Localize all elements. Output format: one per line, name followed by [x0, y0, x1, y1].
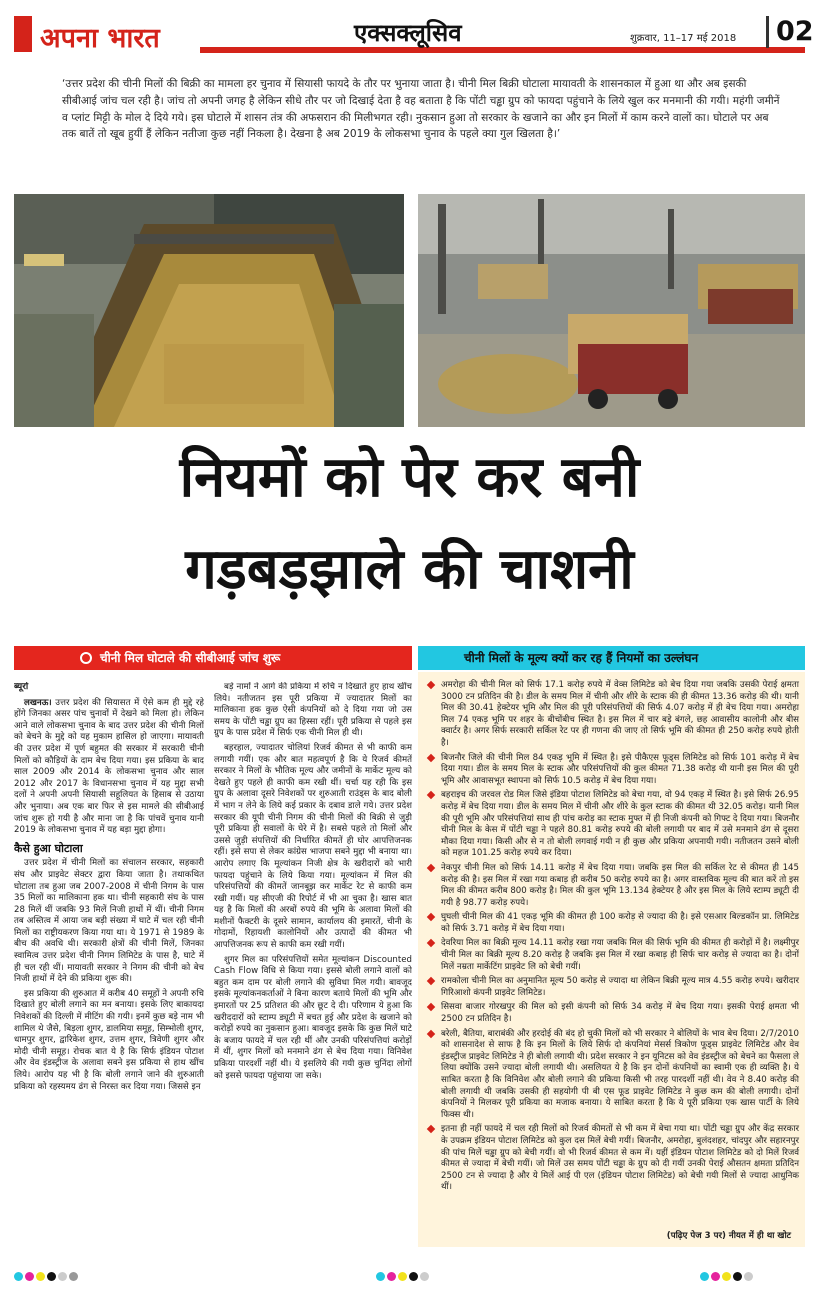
- mill-sale-text: नेकपुर चीनी मिल को सिर्फ 14.11 करोड़ में बेच दिया गया। जबकि इस मिल की सर्किल रेट से कीमत ही 145 करोड़ की है। इस मिल में रखा गया कबाड़ ही करीब 50 करोड़ रुपये का है। अगर वास्तविक मूल्य की बात करें तो इस मिल की कीमत करीब 800 करोड़ है। मिल की कुल भूमि 13.134 हेक्टेयर है और इस मिल के लिये स्टाम्प ड्यूटी दी गयी है 98.77 करोड़ रुपये।: [441, 862, 799, 908]
- diamond-bullet-icon: [427, 1029, 435, 1037]
- page-number: 02: [776, 16, 814, 47]
- story-text: उत्तर प्रदेश की सियासत में ऐसे कम ही मुद्दे रहे होंगे जिनका असर पांच चुनावों में देखने को मिला हो। लेकिन आने वाले लोकसभा चुनाव के बाद उत्तर प्रदेश की चीनी मिलों को बेचने के मुद्दे को यह मुकाम हासिल हो जाएगा। मायावती की उत्तर प्रदेश में पूर्ण बहुमत की सरकार में सरकारी चीनी मिलों को कौड़ियों के दाम बेच दिया गया। इस प्रकिया के बाद साल 2009 और 2014 के लोकसभा चुनाव और साल 2012 और 2017 के विधानसभा चुनाव में यह मुद्दा सभी दलों ने अपनी अपनी सियासी सहूलियत के हिसाब से उठाया और भुनाया। अब एक बार फिर से इस मामले की सीबीआई जांच शुरू हो गयी है और माना जा है कि पांचवें चुनाव यानी 2019 के लोकसभा चुनाव में यह बड़ा मुद्दा होगा।: [14, 697, 204, 836]
- yellow-dot: [398, 1272, 407, 1281]
- magenta-dot: [25, 1272, 34, 1281]
- story-paragraph: [14, 698, 204, 837]
- story-paragraph: उत्तर प्रदेश में चीनी मिलों का संचालन सरकार, सहकारी संघ और प्राइवेट सेक्टर द्वारा किया जाता है। तथाकथित घोटाला तब हुआ जब 2007-2008 में चीनी निगम के पास 35 मिलों का मालिकाना हक था। चीनी सहकारी संघ के पास 28 मिलें थीं जबकि 93 मिलें निजी हाथों में थीं। चीनी निगम तब अस्तित्व में आया जब बड़ी संख्या में घाटे में चल रही चीनी मिलों का राष्ट्रीयकरण किया गया था। ये 1971 से 1989 के बीच की अवधि थी। सरकारी क्षेत्रों की चीनी मिलें, जिनका स्वामित्व उत्तर प्रदेश चीनी निगम लिमिटेड के पास है, घाटे में ही चल रही थीं। मायावती सरकार ने निगम की चीनी को बेच निजी हाथों में देने की प्रकिया शुरू की।: [14, 858, 204, 985]
- mill-sale-text: सिसवा बाजार गोरखपुर की मिल को इसी कंपनी को सिर्फ 34 करोड़ में बेच दिया गया। इसकी पेराई क्षमता भी 2500 टन प्रतिदिन है।: [441, 1002, 799, 1025]
- mill-sale-text: अमरोहा की चीनी मिल को सिर्फ 17.1 करोड़ रुपये में वेव्स लिमिटेड को बेच दिया गया जबकि उसकी पेराई क्षमता 3000 टन प्रतिदिन की है। डील के समय मिल में चीनी और शीरे के स्टाक की ही कीमत 13.36 करोड़ की थी। यानी मिल की 30.41 हेक्टेयर भूमि और मिल की पूरी परिसंपत्तियों की सिर्फ 4.07 करोड़ में ही बेच दिया गया। अमरोहा मिल 74 एकड़ भूमि पर शहर के बीचोंबीच स्थित है। इस मिल में चार बड़े बंगले, छह आवासीय कालोनी और बीस क्वार्टर है। अगर सिर्फ सरकारी सर्किल रेट पर ही गणना की जाए तो सिर्फ भूमि की कीमत ही 250 करोड़ रुपये होती है।: [441, 680, 799, 748]
- color-registration-marks: [700, 1266, 755, 1278]
- diamond-bullet-icon: [427, 1003, 435, 1011]
- grey-dot: [744, 1272, 753, 1281]
- mill-sale-text: बरेली, बैतिया, बाराबंकी और हरदोई की बंद हो चुकी मिलों को भी सरकार ने बोलियों के भाव बेच दिया। 2/7/2010 को शासनादेश से साफ है कि इन मिलों के लिये सिर्फ दो कंपनियां मेसर्स त्रिकोण फूड्स प्राइवेट लिमिटेड और वेव इंडस्ट्रीज प्राइवेट लिमिटेड ने ही बोली लगायी थी। प्रदेश सरकार ने इन यूनिटस को वेव इंडस्ट्रीज को बेचने का फैसला ले लिया क्योंकि उसने ज्यादा बोली लगायी थी। असलियत ये है कि इन दोनों कंपनियों का स्वामी एक ही व्यक्ति है। ये साबित करता है कि विनिवेश और बोली लगाने की प्रकिया किसी भी तरह पारदर्शी नहीं थी। वेव ने 8.40 करोड़ की बोली लगायी थी जबकि उसकी ही सहयोगी पी बी एस फूड प्राइवेट लिमिटेड ने कुछ कम की बोली लगायी। दोनों कंपनियों ने मिलकर पूरी प्रकिया का मजाक बनाया। ये साबित करता है कि ये पूरी प्रकिया एक खास पार्टी के लिये फिक्स थी।: [441, 1028, 799, 1120]
- magenta-dot: [387, 1272, 396, 1281]
- mill-sale-item: [428, 1002, 799, 1025]
- story-paragraph: बहरहाल, ज्यादातर चोलियां रिजर्व कीमत से भी काफी कम लगायी गयीं। एक और बात महत्वपूर्ण है कि ये रिजर्व कीमतें सरकार ने मिलों के भौतिक मूल्य और जमीनों के मार्केट मूल्य को देखते हुए पहले ही काफी कम रखी थीं। चर्चा यह रही कि इस ग्रुप के अलावा दूसरे निवेशकों पर शुरुआती राउंड्स के बाद बोली में भाग न लेने के लिये कई प्रकार के दबाव डाले गये। उत्तर प्रदेश सरकार की यूपी चीनी निगम की चीनी मिलों की बिक्री से जुड़ी पूरी प्रकिया ही सवालों के घेरे में है। सबसे पहले तो मिलों और उससे जुड़ी संपत्तियों की निर्धारित कीमतें ही घोर आपत्तिजनक रहीं। इसे सपा से लेकर कांग्रेस भाजपा सबने मुद्दा भी बनाया था। आरोप लगाए कि मूल्यांकन निजी क्षेत्र के खरीदारों को भारी फायदा पहुंचाने के लिये किया गया। मूल्यांकन में मिल की परिसंपत्तियों की कीमतें जानबूझ कर मार्केट रेट से काफी कम रखी गयीं। यह सीएजी की रिपोर्ट में भी आ चुका है। खास बात यह है कि मिलों की अरबों रुपये की भूमि के अलावा मिलों की मशीनों फैक्टरी के दूसरे सामान, कार्यालय की इमारतें, चीनी के गोदामों, रिहायशी कालोनियों और उत्पादों की कीमत भी आपत्तिजनक रूप से काफी कम रखी गयीं।: [214, 742, 412, 951]
- diamond-bullet-icon: [427, 1125, 435, 1133]
- diamond-bullet-icon: [427, 864, 435, 872]
- sugarcane-conveyor-photo: [14, 194, 404, 427]
- black-dot: [733, 1272, 742, 1281]
- masthead: [14, 14, 814, 56]
- mill-sales-list: [428, 680, 799, 1194]
- sugarcane-trucks-yard-photo: [418, 194, 805, 427]
- mill-sale-text: रामकोला चीनी मिल का अनुमानित मूल्य 50 करोड़ से ज्यादा था लेकिन बिक्री मूल्य मात्र 4.55 करोड़ रुपये। खरीदार गिरिआशो कंपनी प्राइवेट लिमिटेड।: [441, 976, 799, 998]
- mill-sale-text: बिजनौर जिले की चीनी मिल 84 एकड़ भूमि में स्थित है। इसे पीकैएस फूड्स लिमिटेड को सिर्फ 101 करोड़ में बेच दिया गया। डील के समय मिल के स्टाक और परिसंपत्तियों की कुल कीमत 71.38 करोड़ थी यानी इस मिल की पूरी भूमि और आवासभूत स्थापना को सिर्फ 10.5 करोड़ में बेच दिया गया।: [441, 752, 799, 786]
- mill-sale-text: घुघली चीनी मिल की 41 एकड़ भूमि की कीमत ही 100 करोड़ से ज्यादा की है। इसे एसआर बिल्डकॉन प्रा. लिमिटेड को सिर्फ 3.71 करोड़ में बेच दिया गया।: [441, 912, 799, 934]
- mill-sale-item: [428, 1029, 799, 1122]
- cyan-dot: [376, 1272, 385, 1281]
- sugarcane-trucks-yard-illustration: [418, 194, 805, 427]
- left-story-bar: [14, 646, 412, 670]
- story-paragraph: शुगर मिल का परिसंपत्तियों समेत मूल्यांकन Discounted Cash Flow विधि से किया गया। इससे बोली लगाने वालों को बहुत कम दाम पर बोली लगाने की सुविधा मिल गयी। बावजूद इसके मूल्यांकनकर्ताओं ने बिना कारण बताये मिलों की भूमि और इमारतों पर 25 प्रतिशत की और छूट दे दी। परिणाम ये हुआ कि खरीददारों को स्टाम्प ड्यूटी में बचत हुई और प्रदेश के खजाने को करोड़ों रुपये का नुकसान हुआ। बावजूद इसके कि कुछ मिलें घाटे के बजाय फायदे में चल रही थीं और उनकी परिसंपत्तियां करोड़ों में थीं, शुगर मिलों को मनमाने ढंग से बेच दिया गया। विनिवेश प्रकिया पारदर्शी नहीं थी। ये इसलिये की गयी कुछ चुनिंदा लोगों को इससे फायदा पहुंचाया जा सके।: [214, 954, 412, 1081]
- sugarcane-conveyor-illustration: [14, 194, 404, 427]
- mill-sale-item: [428, 938, 799, 973]
- yellow-dot: [36, 1272, 45, 1281]
- masthead-divider: [766, 16, 769, 48]
- diamond-bullet-icon: [427, 681, 435, 689]
- brand-title: अपना भारत: [40, 23, 160, 54]
- mill-sale-text: इतना ही नहीं फायदे में चल रही मिलों को रिजर्व कीमतों से भी कम में बेचा गया था। पोंटी चड्ढा ग्रुप और केंद्र सरकार के उपक्रम इंडियन पोटाश लिमिटेड को कुल दस मिलें बेची गयीं। बिजनौर, अमरोहा, बुलंदशहर, चांदपुर और सहारनपुर की पांच मिलें चड्ढा ग्रुप को बेची गयीं। वो भी रिजर्व कीमत से कम में। यहीं इंडियन पोटाश लिमिटेड को दो मिलें रिजर्व कीमत से ज्यादा में बेची गयीं। जो मिलें उस समय पोंटी चड्ढा के ग्रुप को दी गयीं उनकी पेराई औसतन क्षमता प्रतिदिन 2500 टन से ज्यादा है और ये मिलें आई पी एल (इंडियन पोटाश लिमिटेड) को बेची गयी मिलों से ज्यादा आधुनिक थीं।: [441, 1124, 799, 1193]
- magenta-dot: [711, 1272, 720, 1281]
- color-registration-marks: [376, 1266, 431, 1278]
- mill-sale-item: [428, 680, 799, 750]
- mill-sales-box: [418, 672, 805, 1247]
- grey-dot: [420, 1272, 429, 1281]
- right-story-bar-title: चीनी मिलों के मूल्य क्यों कर रह हैं नियमों का उल्लंघन: [464, 651, 699, 665]
- headline-line-2: गड़बड़झाले की चाशनी: [185, 537, 634, 602]
- grey-dot: [69, 1272, 78, 1281]
- story-column-2: [214, 682, 412, 1242]
- cyan-dot: [700, 1272, 709, 1281]
- masthead-rule: [200, 47, 805, 53]
- story-paragraph: बड़े नामों ने आगे की प्रकिया में रुचि न दिखाते हुए हाथ खींच लिये। नतीजतन इस पूरी प्रकिया में ज्यादातर मिलों का मालिकाना हक कुछ ऐसी कंपनियों को दे दिया गया जो उस समय के पोंटी चड्ढा ग्रुप का हिस्सा रहीं। पूरी प्रकिया से पहले इस ग्रुप के पास प्रदेश में सिर्फ एक चीनी मिल ही थी।: [214, 682, 412, 739]
- continued-note: (पढ़िए पेज 3 पर) नीयत में ही था खोट: [666, 1231, 791, 1241]
- diamond-bullet-icon: [427, 939, 435, 947]
- circle-icon: [80, 652, 92, 664]
- issue-date: शुक्रवार, 11–17 मई 2018: [630, 33, 737, 44]
- diamond-bullet-icon: [427, 753, 435, 761]
- intro-quote: ‘उत्तर प्रदेश की चीनी मिलों की बिक्री का मामला हर चुनाव में सियासी फायदे के तौर पर भुनाया जाता है। चीनी मिल बिक्री घोटाला मायावती के शासनकाल में हुआ था और अब इसकी सीबीआई जांच चल रही है। जांच तो अपनी जगह है लेकिन सीधे तौर पर जो दिखाई देता है वह बताता है कि पोंटी चड्ढा ग्रुप को फायदा पहुंचाने के लिये खुल कर मनमानी की गयी। महंगी जमीनें व प्लांट मिट्टी के मोल दे दिये गये। इस घोटाले में शासन तंत्र की अफसरान की मिलीभगत रही। नुकसान हुआ तो सरकार के खजाने का और इन मिलों में काम करने वालों का। घोटाले पर अब तक बातें तो खूब हुयीं हैं लेकिन नतीजा कुछ नहीं निकला है। देखना है अब 2019 के लोकसभा चुनाव के पहले क्या गुल खिलता है।’: [62, 78, 780, 141]
- story-column-1: [14, 682, 204, 1242]
- mill-sale-text: देवरिया मिल का बिक्री मूल्य 14.11 करोड़ रखा गया जबकि मिल की सिर्फ भूमि की कीमत ही करोड़ों में है। लक्ष्मीपुर चीनी मिल का बिक्री मूल्य 8.20 करोड़ है जबकि इस मिल में रखा कबाड़ ही सिर्फ चार करोड़ से ज्यादा का है। दोनों मिलें नम्रता मार्केटिंग प्राइवेट लि को बेची गयीं।: [441, 938, 799, 972]
- brand-mark: [14, 16, 32, 52]
- diamond-bullet-icon: [427, 913, 435, 921]
- byline: ब्यूरो: [14, 682, 29, 692]
- yellow-dot: [722, 1272, 731, 1281]
- mill-sale-item: [428, 912, 799, 935]
- diamond-bullet-icon: [427, 791, 435, 799]
- story-subhead: कैसे हुआ घोटाला: [14, 841, 83, 855]
- grey-dot: [58, 1272, 67, 1281]
- story-paragraph: इस प्रकिया की शुरुआत में करीब 40 समूहों ने अपनी रुचि दिखाते हुए बोली लगाने का मन बनाया। इसके लिए बाकायदा निवेशकों की दिल्ली में मीटिंग की गयी। इनमें कुछ बड़े नाम भी शामिल थे जैसे, बिड़ला शुगर, डालमिया समूह, सिम्भोली शुगर, धामपुर शुगर, द्वारिकेश शुगर, उत्तम शुगर, त्रिवेणी शुगर और मोदी चीनी समूह। रोचक बात ये है कि सिर्फ इंडियन पोटाश और वेव इंडस्ट्रीज के अलावा सबने इस प्रकिया से हाथ खींच लिये। आरोप यह भी है कि बोली लगाने जाने की शुरुआती प्रकिया को रहस्यमय ढंग से निरस्त कर दिया गया। जिससे इन: [14, 988, 204, 1092]
- black-dot: [47, 1272, 56, 1281]
- mill-sale-item: [428, 753, 799, 788]
- mill-sale-item: [428, 863, 799, 909]
- dateline: लखनऊ।: [24, 697, 52, 708]
- diamond-bullet-icon: [427, 977, 435, 985]
- black-dot: [409, 1272, 418, 1281]
- section-title: एक्सक्लूसिव: [354, 19, 462, 47]
- cyan-dot: [14, 1272, 23, 1281]
- left-story-bar-title: चीनी मिल घोटाले की सीबीआई जांच शुरू: [100, 651, 281, 665]
- mill-sale-item: [428, 976, 799, 999]
- color-registration-marks: [14, 1266, 80, 1278]
- right-story-bar: [418, 646, 805, 670]
- headline-line-1: नियमों को पेर कर बनी: [179, 445, 640, 510]
- mill-sale-text: बहराइच की जरवल रोड मिल जिसे इंडिया पोटाश लिमिटेड को बेचा गया, वो 94 एकड़ में स्थित है। इसे सिर्फ 26.95 करोड़ में बेच दिया गया। डील के समय मिल में चीनी और शीरे के कुल स्टाक की कीमत थी 32.05 करोड़। यानी मिल की पूरी भूमि और परिसंपत्तियां साथ ही पांच करोड़ का स्टाक मुफ्त में ही निजी कंपनी को गिफ्ट दे दिया गया। बिजनौर चीनी मिल के केस में पोंटी चड्ढा ने पहले 80.81 करोड़ रुपये की बोली लगायी पर बाद में उसे मनमाने ढंग से दूसरा मौका दिया गया। किसी और से न तो बोली लगवाई गयी न ही कुछ और प्रकिया अपनायी गयी। नतीजतन उसने बोली को महज 101.25 करोड़ रुपये कर दिया।: [441, 790, 799, 859]
- mill-sale-item: [428, 1124, 799, 1194]
- mill-sale-item: [428, 790, 799, 860]
